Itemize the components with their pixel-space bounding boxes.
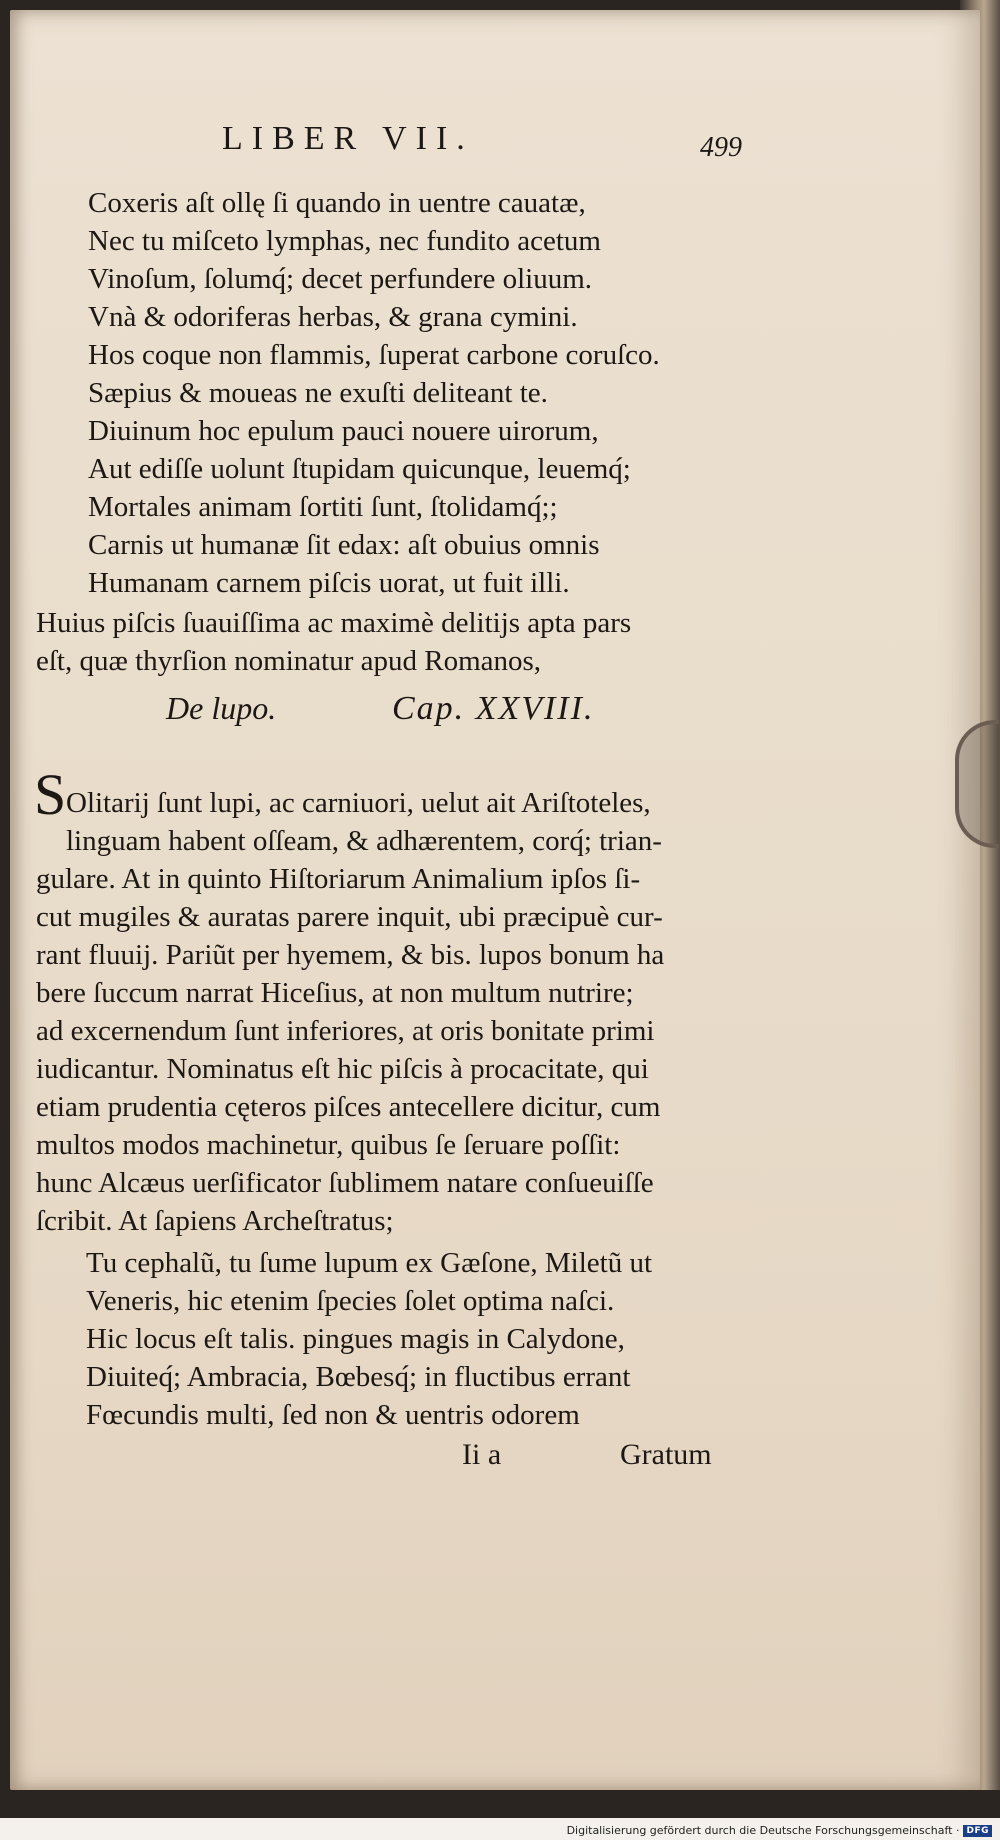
prose-line: bere ſuccum narrat Hiceſius, at non multum nutrire; <box>36 977 634 1009</box>
verse-line: Fœcundis multi, ſed non & uentris odorem <box>86 1399 580 1431</box>
scan-footer <box>0 1790 1000 1840</box>
prose-line: iudicantur. Nominatus eſt hic piſcis à procacitate, qui <box>36 1053 649 1085</box>
verse-line: Coxeris aſt ollę ſi quando in uentre cauatæ, <box>88 187 586 219</box>
verse-line: Hic locus eſt talis. pingues magis in Calydone, <box>86 1323 625 1355</box>
chapter-number: Cap. XXVIII. <box>392 690 595 727</box>
prose-line: multos modos machinetur, quibus ſe ſeruare poſſit: <box>36 1129 621 1161</box>
verse-line: Humanam carnem piſcis uorat, ut fuit illi. <box>88 567 570 599</box>
page-number: 499 <box>700 132 742 163</box>
book-clasp <box>955 720 999 848</box>
verse-line: Nec tu miſceto lymphas, nec fundito acetum <box>88 225 601 257</box>
verse-line: Vinoſum, ſolumq́; decet perfundere oliuum. <box>88 263 593 295</box>
prose-line: Huius piſcis ſuauiſſima ac maximè delitijs apta pars <box>36 607 632 639</box>
verse-line: Aut ediſſe uolunt ſtupidam quicunque, leuemq́; <box>88 453 631 485</box>
prose-line: etiam prudentia cęteros piſces antecellere dicitur, cum <box>36 1091 661 1123</box>
prose-line: cut mugiles & auratas parere inquit, ubi præcipuè cur- <box>36 901 663 933</box>
prose-line: hunc Alcæus uerſificator ſublimem natare conſueuiſſe <box>36 1167 654 1199</box>
prose-line: gulare. At in quinto Hiſtoriarum Animalium ipſos ſi- <box>36 863 641 895</box>
prose-line: rant fluuij. Pariũt per hyemem, & bis. lupos bonum ha <box>36 939 665 971</box>
verse-line: Mortales animam ſortiti ſunt, ſtolidamq́;; <box>88 491 558 523</box>
chapter-title: De lupo. <box>166 690 277 726</box>
prose-line: ad excernendum ſunt inferiores, at oris bonitate primi <box>36 1015 655 1047</box>
verse-line: Vnà & odoriferas herbas, & grana cymini. <box>88 301 578 333</box>
catchword: Gratum <box>620 1438 712 1471</box>
verse-line: Sæpius & moueas ne exuſti deliteant te. <box>88 377 548 409</box>
dfg-logo: DFG <box>963 1825 992 1837</box>
credit-text: Digitalisierung gefördert durch die Deutsche Forschungsgemeinschaft · <box>566 1824 960 1837</box>
signature-mark: Ii a <box>462 1438 502 1471</box>
verse-line: Diuinum hoc epulum pauci nouere uirorum, <box>88 415 599 447</box>
verse-line: Veneris, hic etenim ſpecies ſolet optima naſci. <box>86 1285 615 1317</box>
drop-cap: S <box>34 762 67 827</box>
verse-line: Tu cephalũ, tu ſume lupum ex Gæſone, Miletũ ut <box>86 1247 652 1279</box>
dfg-credit <box>567 1824 992 1837</box>
running-title: LIBER VII. <box>222 120 474 157</box>
verse-line: Carnis ut humanæ ſit edax: aſt obuius omnis <box>88 529 600 561</box>
prose-line: ſcribit. At ſapiens Archeſtratus; <box>36 1205 394 1237</box>
verse-line: Hos coque non flammis, ſuperat carbone coruſco. <box>88 339 660 371</box>
verse-line: Diuiteq́; Ambracia, Bœbesq́; in fluctibus errant <box>86 1361 631 1393</box>
prose-line: Olitarij ſunt lupi, ac carniuori, uelut ait Ariſtoteles, <box>66 787 651 819</box>
prose-line: eſt, quæ thyrſion nominatur apud Romanos, <box>36 645 542 677</box>
prose-line: linguam habent oſſeam, & adhærentem, corq́; trian- <box>66 825 662 857</box>
